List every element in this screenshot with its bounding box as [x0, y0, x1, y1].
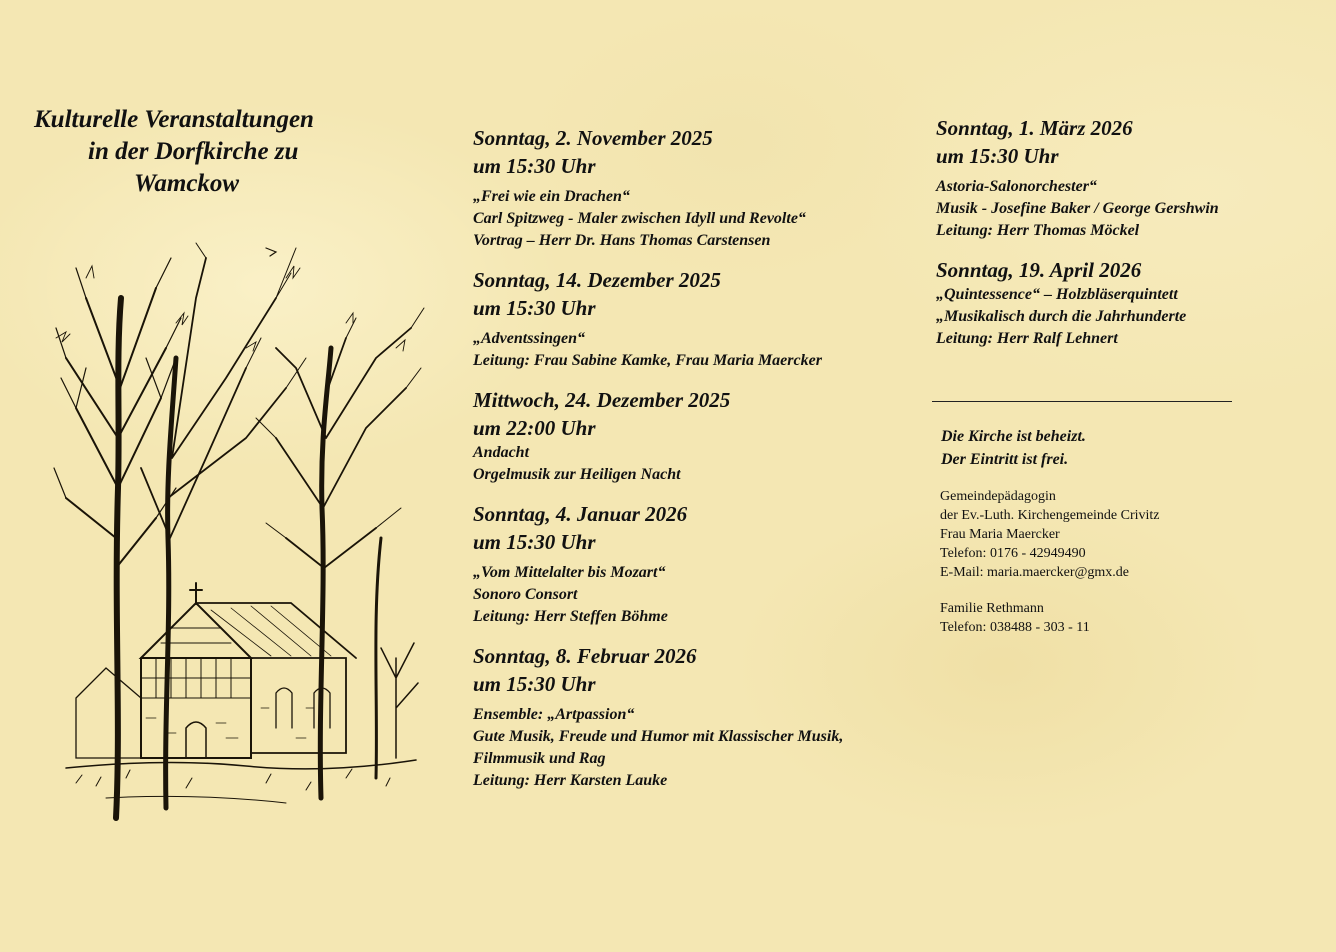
event-item — [473, 124, 923, 252]
events-column-1 — [473, 124, 923, 806]
event-date: Sonntag, 19. April 2026 — [936, 258, 1142, 282]
title-line-2: in der Dorfkirche zu — [88, 138, 299, 165]
contact-phone: Telefon: 0176 - 42949490 — [940, 546, 1086, 561]
event-detail: Sonoro Consort — [473, 586, 578, 603]
event-date: Sonntag, 8. Februar 2026 — [473, 644, 697, 668]
event-time: um 15:30 Uhr — [936, 144, 1059, 168]
contact-org: der Ev.-Luth. Kirchengemeinde Crivitz — [940, 508, 1160, 523]
contact-role: Gemeindepädagogin — [940, 489, 1056, 504]
events-column-2 — [936, 114, 1316, 364]
event-title: „Adventssingen“ — [473, 330, 586, 347]
event-item — [473, 500, 923, 628]
family-phone: Telefon: 038488 - 303 - 11 — [940, 620, 1090, 635]
event-detail: Leitung: Frau Sabine Kamke, Frau Maria Maercker — [473, 352, 822, 369]
event-detail: Carl Spitzweg - Maler zwischen Idyll und Revolte“ — [473, 210, 806, 227]
event-detail: Vortrag – Herr Dr. Hans Thomas Carstensen — [473, 232, 771, 249]
event-date: Mittwoch, 24. Dezember 2025 — [473, 388, 731, 412]
admission-note: Der Eintritt ist frei. — [941, 451, 1069, 468]
church-illustration — [46, 238, 426, 838]
event-detail: Leitung: Herr Karsten Lauke — [473, 772, 668, 789]
event-item — [936, 256, 1316, 350]
title-line-1: Kulturelle Veranstaltungen — [34, 106, 314, 133]
info-notes — [941, 425, 1086, 471]
event-item — [473, 266, 923, 372]
event-detail: „Musikalisch durch die Jahrhunderte — [936, 308, 1187, 325]
heating-note: Die Kirche ist beheizt. — [941, 428, 1086, 445]
event-title: „Vom Mittelalter bis Mozart“ — [473, 564, 666, 581]
event-time: um 15:30 Uhr — [473, 154, 596, 178]
event-detail: Filmmusik und Rag — [473, 750, 606, 767]
event-time: um 15:30 Uhr — [473, 672, 596, 696]
event-detail: Leitung: Herr Thomas Möckel — [936, 222, 1140, 239]
event-title: „Frei wie ein Drachen“ — [473, 188, 630, 205]
divider — [932, 401, 1232, 402]
event-detail: Gute Musik, Freude und Humor mit Klassischer Musik, — [473, 728, 844, 745]
contact-block — [940, 487, 1160, 637]
event-date: Sonntag, 14. Dezember 2025 — [473, 268, 721, 292]
event-detail: Musik - Josefine Baker / George Gershwin — [936, 200, 1219, 217]
event-time: um 22:00 Uhr — [473, 416, 596, 440]
event-title: Astoria-Salonorchester“ — [936, 178, 1097, 195]
event-detail: Leitung: Herr Ralf Lehnert — [936, 330, 1118, 347]
event-item — [936, 114, 1316, 242]
event-date: Sonntag, 2. November 2025 — [473, 126, 713, 150]
event-title: „Quintessence“ – Holzbläserquintett — [936, 286, 1178, 303]
event-time: um 15:30 Uhr — [473, 530, 596, 554]
event-item — [473, 642, 923, 792]
contact-name: Frau Maria Maercker — [940, 527, 1060, 542]
event-title: Andacht — [473, 444, 530, 461]
contact-email: E-Mail: maria.maercker@gmx.de — [940, 565, 1129, 580]
event-detail: Orgelmusik zur Heiligen Nacht — [473, 466, 681, 483]
title-line-3: Wamckow — [134, 170, 240, 197]
event-time: um 15:30 Uhr — [473, 296, 596, 320]
event-item — [473, 386, 923, 486]
family-name: Familie Rethmann — [940, 601, 1044, 616]
page-title — [34, 104, 374, 200]
event-date: Sonntag, 4. Januar 2026 — [473, 502, 688, 526]
event-date: Sonntag, 1. März 2026 — [936, 116, 1133, 140]
event-detail: Leitung: Herr Steffen Böhme — [473, 608, 668, 625]
event-title: Ensemble: „Artpassion“ — [473, 706, 635, 723]
